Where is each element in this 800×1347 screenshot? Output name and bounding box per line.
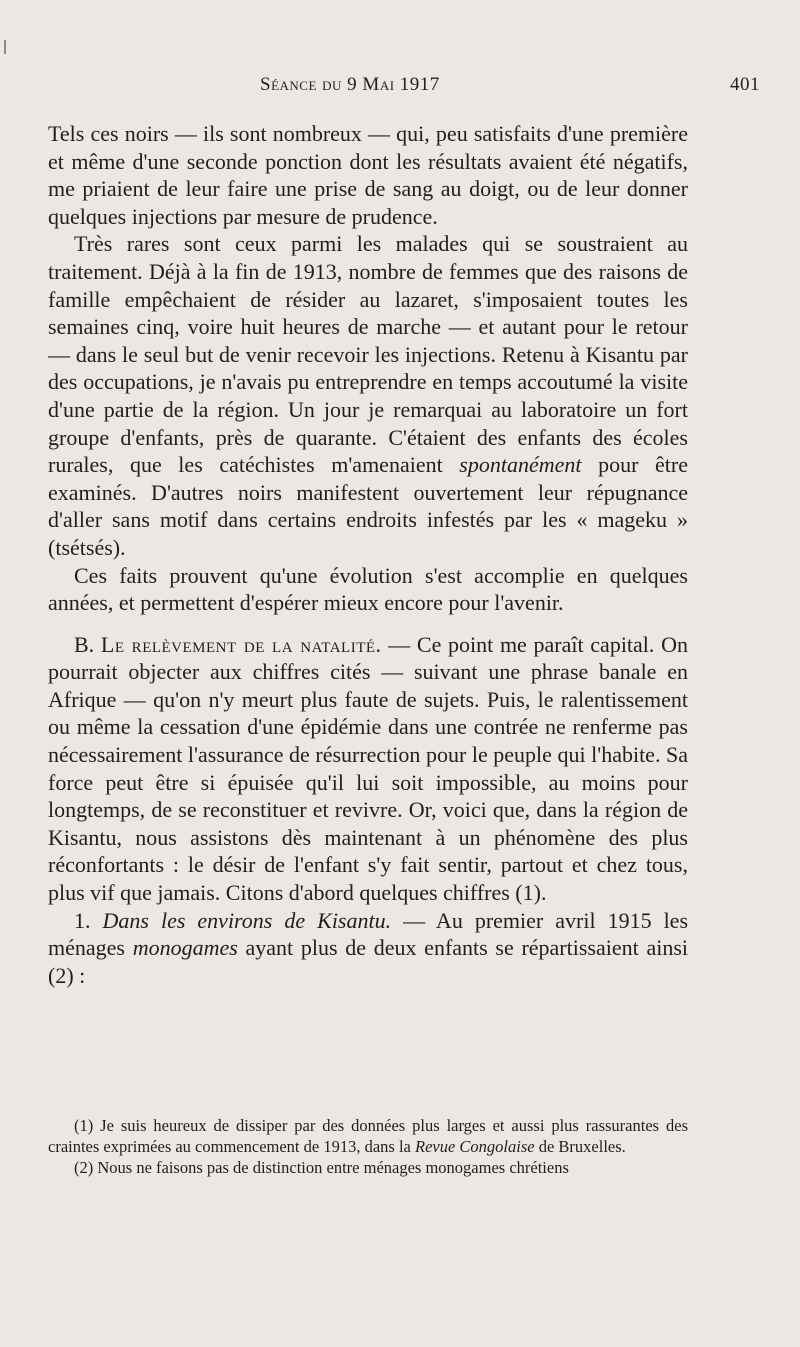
footnote-1-text-a: (1) Je suis heureux de dissiper par des données plus larges et aussi plus rassurantes des craintes exprimées au commencement de 1913, dans la bbox=[48, 1116, 688, 1156]
paragraph-2 bbox=[48, 230, 688, 561]
footnote-2: (2) Nous ne faisons pas de distinction entre ménages monogames chrétiens bbox=[74, 1158, 569, 1177]
page-number: 401 bbox=[730, 74, 760, 95]
paragraph-2-text-b: pour être examinés. D'autres noirs manifestent ouvertement leur répugnance d'aller sans motif dans certains endroits infestés par les « mageku » (tsétsés). bbox=[48, 452, 688, 560]
paragraph-1: Tels ces noirs — ils sont nombreux — qui, peu satisfaits d'une première et même d'une seconde ponction dont les résultats avaient été négatifs, me priaient de leur faire une prise de sang au doigt, ou de leur donner quelques injections par mesure de prudence. bbox=[48, 121, 688, 229]
section-b-label: B. bbox=[74, 631, 95, 657]
margin-mark bbox=[4, 40, 6, 54]
section-b-text: — Ce point me paraît capital. On pourrait objecter aux chiffres cités — suivant une phrase banale en Afrique — qu'on n'y meurt plus faute de sujets. Puis, le ralentissement ou même la cessation d'une épidémie dans une contrée ne renferme pas nécessairement l'assurance de résurrection pour le peuple qui l'habite. Sa force peut être si épuisée qu'il lui soit impossible, au moins pour longtemps, de se reconstituer et revivre. Or, voici que, dans la région de Kisantu, nous assistons dès maintenant à un phénomène des plus réconfortants : le désir de l'enfant s'y fait sentir, partout et chez tous, plus vif que jamais. Citons d'abord quelques chiffres (1). bbox=[48, 631, 689, 906]
footnotes bbox=[48, 1115, 688, 1178]
subsection-1-emphasis: monogames bbox=[132, 935, 238, 961]
footnote-1-emphasis: Revue Congolaise bbox=[415, 1137, 535, 1156]
subsection-1-title: Dans les environs de Kisantu. bbox=[102, 907, 392, 933]
header-title: Séance du 9 Mai 1917 bbox=[260, 74, 440, 95]
paragraph-2-emphasis: spontanément bbox=[459, 452, 582, 478]
footnote-1-text-b: de Bruxelles. bbox=[534, 1137, 626, 1156]
body-text bbox=[48, 120, 688, 989]
subsection-1-number: 1. bbox=[74, 907, 103, 933]
section-b bbox=[48, 631, 688, 907]
subsection-1-text-b: ayant plus de deux enfants se répartissaient ainsi (2) : bbox=[48, 935, 688, 988]
section-b-title: Le relèvement de la natalité. bbox=[100, 631, 382, 657]
subsection-1 bbox=[48, 907, 688, 990]
subsection-1-text-a: — Au premier avril 1915 les ménages bbox=[48, 907, 689, 961]
footnote-1 bbox=[48, 1115, 688, 1157]
paragraph-3: Ces faits prouvent qu'une évolution s'est accomplie en quelques années, et permettent d'espérer mieux encore pour l'avenir. bbox=[48, 562, 688, 616]
paragraph-2-text-a: Très rares sont ceux parmi les malades qui se soustraient au traitement. Déjà à la fin de 1913, nombre de femmes que des raisons de famille empêchaient de résider au lazaret, s'imposaient toutes les semaines cinq, voire huit heures de marche — et autant pour le retour — dans le seul but de venir recevoir les injections. Retenu à Kisantu par des occupations, je n'avais pu entreprendre en temps accoutumé la visite d'une partie de la région. Un jour je remarquai au laboratoire un fort groupe d'enfants, près de quarante. C'étaient des enfants des écoles rurales, que les catéchistes m'amenaient bbox=[48, 231, 688, 478]
